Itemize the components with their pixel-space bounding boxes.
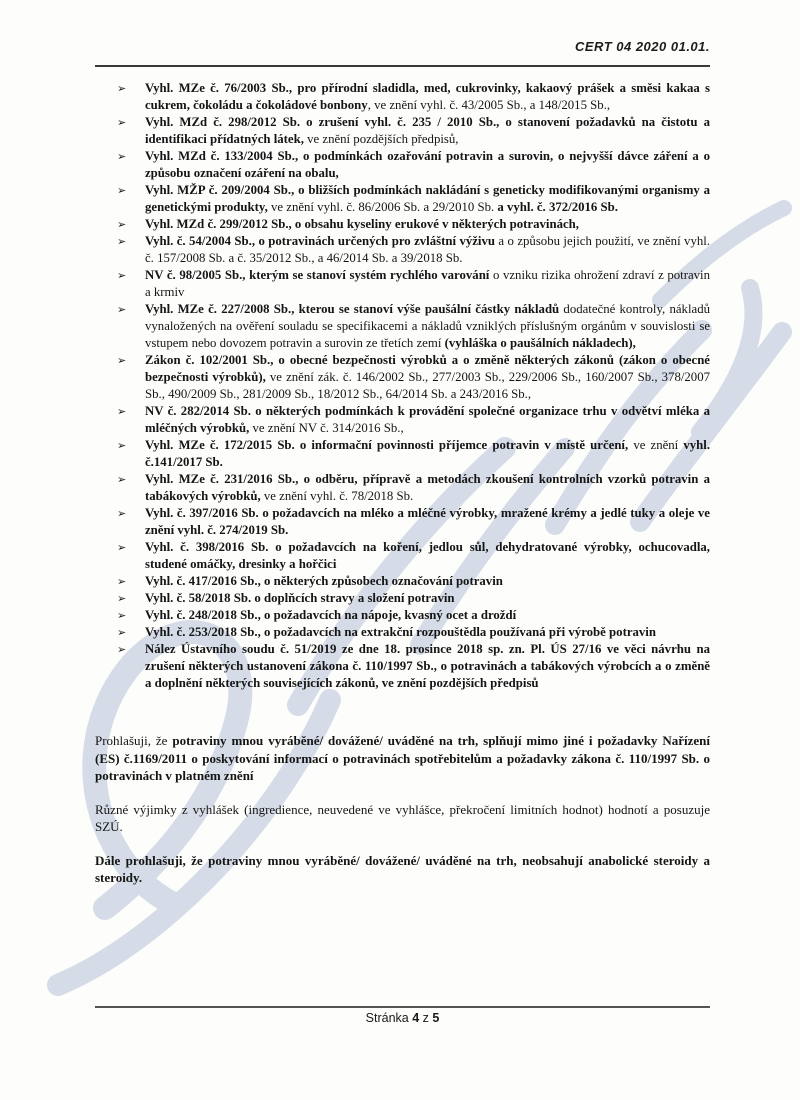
footer-separator: z bbox=[422, 1011, 429, 1025]
list-item bbox=[95, 216, 710, 233]
bullet-arrow-icon: ➢ bbox=[117, 592, 127, 605]
statements bbox=[95, 732, 710, 887]
footer-total-pages: 5 bbox=[432, 1011, 440, 1025]
text-run-bold: Vyhl. č. 58/2018 Sb. o doplňcích stravy a složení potravin bbox=[145, 591, 455, 605]
header-divider bbox=[95, 65, 710, 67]
list-item bbox=[95, 624, 710, 641]
list-item bbox=[95, 301, 710, 352]
text-run-bold: Vyhl. č. 397/2016 Sb. o požadavcích na mléko a mléčné výrobky, mražené krémy a jedlé tuky a oleje ve znění vyhl. č. 274/2019 Sb. bbox=[145, 506, 710, 537]
bullet-arrow-icon: ➢ bbox=[117, 626, 127, 639]
text-run-bold: Vyhl. č. 248/2018 Sb., o požadavcích na nápoje, kvasný ocet a droždí bbox=[145, 608, 517, 622]
text-run-bold: NV č. 282/2014 Sb. o některých podmínkách k provádění společné organizace trhu v odvětví mléka a mléčných výrobků, bbox=[145, 404, 710, 435]
text-run: dodatečné kontroly, nákladů vynaložených na ověření souladu se specifikacemi a nákladů vzniklých příslušným orgánům v souvislosti se vstupem nebo dovozem potravin a surovin ze třetích zemí bbox=[145, 302, 710, 350]
bullet-arrow-icon: ➢ bbox=[117, 643, 127, 656]
bullet-arrow-icon: ➢ bbox=[117, 473, 127, 486]
bullet-arrow-icon: ➢ bbox=[117, 354, 127, 367]
list-item bbox=[95, 471, 710, 505]
list-item bbox=[95, 403, 710, 437]
bullet-arrow-icon: ➢ bbox=[117, 507, 127, 520]
bullet-arrow-icon: ➢ bbox=[117, 184, 127, 197]
bullet-arrow-icon: ➢ bbox=[117, 609, 127, 622]
statement-paragraph bbox=[95, 732, 710, 785]
text-run-bold: Vyhl. č. 417/2016 Sb., o některých způsobech označování potravin bbox=[145, 574, 503, 588]
text-run-bold: NV č. 98/2005 Sb., kterým se stanoví systém rychlého varování bbox=[145, 268, 490, 282]
text-run: ve znění vyhl. č. 78/2018 Sb. bbox=[260, 489, 414, 503]
footer-divider bbox=[95, 1006, 710, 1008]
text-run-bold: potraviny mnou vyráběné/ dovážené/ uváděné na trh, splňují mimo jiné i požadavky Nařízení (ES) č.1169/2011 o poskytování informací o potravinách spotřebitelům a požadavky zákona č. 110/1997 Sb. o potravinách v platném znění bbox=[95, 733, 711, 783]
page-footer bbox=[95, 1006, 710, 1025]
footer-label: Stránka bbox=[365, 1011, 409, 1025]
bullet-arrow-icon: ➢ bbox=[117, 82, 127, 95]
bullet-arrow-icon: ➢ bbox=[117, 269, 127, 282]
text-run-bold: Vyhl. MZd č. 298/2012 Sb. o zrušení vyhl. č. 235 / 2010 Sb., o stanovení požadavků na čistotu a identifikaci přídatných látek, bbox=[145, 115, 710, 146]
text-run-bold: Vyhl. č. 54/2004 Sb., o potravinách určených pro zvláštní výživu bbox=[145, 234, 496, 248]
text-run-bold: Vyhl. MZe č. 227/2008 Sb., kterou se stanoví výše paušální částky nákladů bbox=[145, 302, 560, 316]
list-item bbox=[95, 641, 710, 692]
bullet-arrow-icon: ➢ bbox=[117, 541, 127, 554]
list-item bbox=[95, 352, 710, 403]
text-run: ve znění pozdějších předpisů, bbox=[303, 132, 459, 146]
statement-paragraph bbox=[95, 852, 710, 887]
list-item bbox=[95, 267, 710, 301]
list-item bbox=[95, 539, 710, 573]
list-item bbox=[95, 233, 710, 267]
bullet-arrow-icon: ➢ bbox=[117, 405, 127, 418]
list-item bbox=[95, 607, 710, 624]
text-run: ve znění bbox=[628, 438, 684, 452]
text-run: o vzniku rizika ohrožení zdraví z potravin a krmiv bbox=[145, 268, 710, 299]
text-run: ve znění NV č. 314/2016 Sb., bbox=[249, 421, 404, 435]
text-run-bold: Vyhl. MZe č. 172/2015 Sb. o informační povinnosti příjemce potravin v místě určení, bbox=[145, 438, 629, 452]
regulation-list bbox=[95, 80, 710, 692]
statement-paragraph bbox=[95, 801, 710, 836]
text-run: ve znění vyhl. č. 86/2006 Sb. a 29/2010 Sb. bbox=[267, 200, 498, 214]
page-number-text bbox=[95, 1011, 710, 1025]
list-item bbox=[95, 80, 710, 114]
text-run-bold: Vyhl. č. 398/2016 Sb. o požadavcích na koření, jedlou sůl, dehydratované výrobky, ochucovadla, studené omáčky, dresinky a hořčici bbox=[145, 540, 710, 571]
text-run-bold: Vyhl. MZe č. 231/2016 Sb., o odběru, přípravě a metodách zkoušení kontrolních vzorků potravin a tabákových výrobků, bbox=[145, 472, 710, 503]
text-run: a o způsobu jejich použití, ve znění vyhl. č. 157/2008 Sb. a č. 35/2012 Sb., a 46/2014 Sb. a 39/2018 Sb. bbox=[145, 234, 710, 265]
text-run: Různé výjimky z vyhlášek (ingredience, neuvedené ve vyhlášce, překročení limitních hodnot) hodnotí a posuzuje SZÚ. bbox=[95, 801, 710, 834]
text-run: Prohlašuji, že bbox=[95, 733, 173, 748]
text-run-bold: (vyhláška o paušálních nákladech), bbox=[444, 336, 636, 350]
text-run-bold: Vyhl. MŽP č. 209/2004 Sb., o bližších podmínkách nakládání s geneticky modifikovanými organismy a genetickými produkty, bbox=[145, 183, 710, 214]
text-run-bold: Vyhl. č. 253/2018 Sb., o požadavcích na extrakční rozpouštědla používaná při výrobě potravin bbox=[145, 625, 656, 639]
list-item bbox=[95, 114, 710, 148]
list-item bbox=[95, 573, 710, 590]
page-content bbox=[95, 0, 710, 887]
list-item bbox=[95, 437, 710, 471]
list-item bbox=[95, 182, 710, 216]
bullet-arrow-icon: ➢ bbox=[117, 575, 127, 588]
list-item bbox=[95, 590, 710, 607]
text-run-bold: a vyhl. č. 372/2016 Sb. bbox=[497, 200, 618, 214]
bullet-arrow-icon: ➢ bbox=[117, 439, 127, 452]
text-run: ve znění zák. č. 146/2002 Sb., 277/2003 Sb., 229/2006 Sb., 160/2007 Sb., 378/2007 Sb., 490/2009 Sb., 281/2009 Sb., 18/2012 Sb., 64/2014 Sb. a 243/2016 Sb., bbox=[145, 370, 710, 401]
text-run-bold: Vyhl. MZe č. 76/2003 Sb., pro přírodní sladidla, med, cukrovinky, kakaový prášek a směsi kakaa s cukrem, čokoládu a čokoládové bonbony bbox=[145, 81, 710, 112]
bullet-arrow-icon: ➢ bbox=[117, 150, 127, 163]
bullet-arrow-icon: ➢ bbox=[117, 116, 127, 129]
text-run-bold: Vyhl. MZd č. 133/2004 Sb., o podmínkách ozařování potravin a surovin, o nejvyšší dávce záření a o způsobu označení ozáření na obalu, bbox=[145, 149, 710, 180]
footer-page-number: 4 bbox=[412, 1011, 420, 1025]
doc-code: CERT 04 2020 01.01. bbox=[574, 39, 710, 54]
bullet-arrow-icon: ➢ bbox=[117, 218, 127, 231]
text-run: , ve znění vyhl. č. 43/2005 Sb., a 148/2015 Sb., bbox=[367, 98, 611, 112]
text-run-bold: Vyhl. MZd č. 299/2012 Sb., o obsahu kyseliny erukové v některých potravinách, bbox=[145, 217, 579, 231]
text-run-bold: vyhl. č.141/2017 Sb. bbox=[145, 438, 711, 469]
list-item bbox=[95, 148, 710, 182]
text-run-bold: Nález Ústavního soudu č. 51/2019 ze dne 18. prosince 2018 sp. zn. Pl. ÚS 27/16 ve věci návrhu na zrušení některých ustanovení zákona č. 110/1997 Sb., o potravinách a tabákových výrobcích a o změně a doplnění některých souvisejících zákonů, ve znění pozdějších předpisů bbox=[145, 642, 710, 690]
bullet-arrow-icon: ➢ bbox=[117, 303, 127, 316]
text-run-bold: Dále prohlašuji, že potraviny mnou vyráběné/ dovážené/ uváděné na trh, neobsahují anabolické steroidy a steroidy. bbox=[95, 852, 710, 885]
bullet-arrow-icon: ➢ bbox=[117, 235, 127, 248]
text-run-bold: Zákon č. 102/2001 Sb., o obecné bezpečnosti výrobků a o změně některých zákonů (zákon o obecné bezpečnosti výrobků), bbox=[145, 353, 710, 384]
list-item bbox=[95, 505, 710, 539]
page-header bbox=[95, 0, 710, 56]
